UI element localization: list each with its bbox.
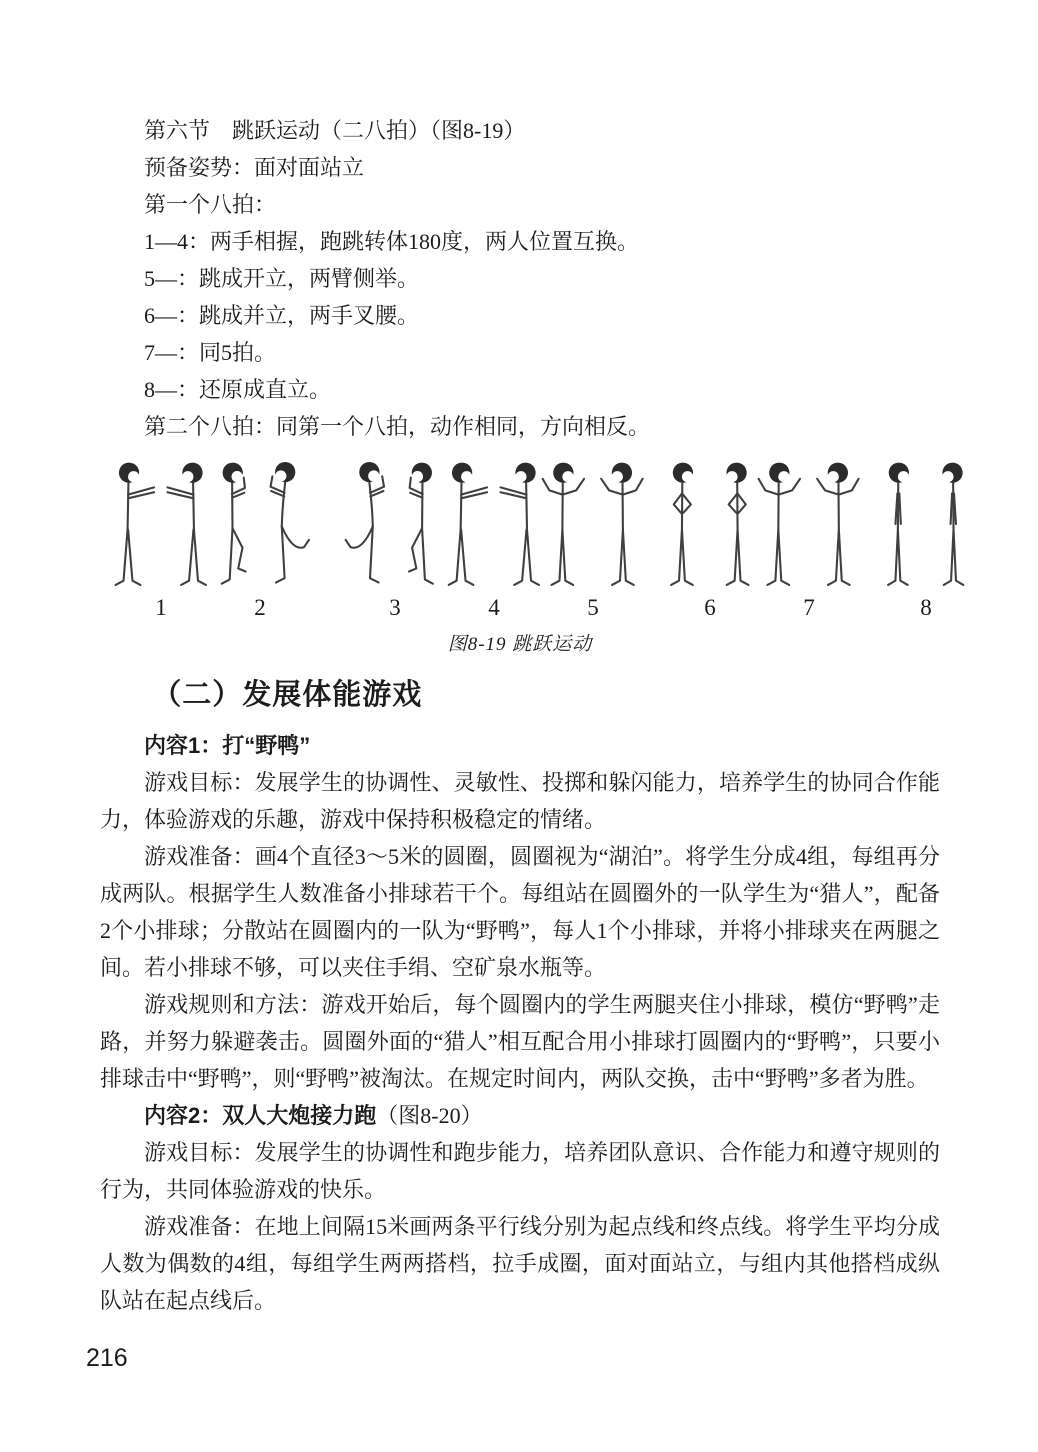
count-7-line: 7—：同5拍。 [144, 340, 277, 365]
section-heading: （二）发展体能游戏 [152, 679, 423, 711]
figure-number-1: 1 [155, 595, 167, 620]
figure-8-19 [100, 455, 940, 659]
figure-caption: 图8-19 跳跃运动 [447, 634, 593, 655]
count-8-line: 8—：还原成直立。 [144, 377, 332, 402]
figure-numbers-row [100, 593, 940, 627]
figure-number-3: 3 [389, 595, 401, 620]
figure-pair-4 [449, 463, 539, 585]
figure-pair-6 [671, 463, 748, 585]
count-1-4-line: 1—4：两手相握，跑跳转体180度，两人位置互换。 [144, 229, 640, 254]
figure-number-2: 2 [254, 595, 266, 620]
count-6-line: 6—：跳成并立，两手叉腰。 [144, 303, 420, 328]
figure-pair-5 [543, 463, 643, 585]
figure-pair-2 [222, 462, 309, 584]
figure-number-8: 8 [920, 595, 932, 620]
content2-heading [100, 1097, 940, 1134]
content1-rules-paragraph: 游戏规则和方法：游戏开始后，每个圆圈内的学生两腿夹住小排球，模仿“野鸭”走路，并努力躲避袭击。圆圈外面的“猎人”相互配合用小排球打圆圈内的“野鸭”，只要小排球击中“野鸭”，则“野鸭”被淘汰。在规定时间内，两队交换，击中“野鸭”多者为胜。 [100, 992, 940, 1091]
first-eight-count-line: 第一个八拍： [144, 192, 277, 217]
figure-number-6: 6 [704, 595, 716, 620]
page-number: 216 [86, 1344, 128, 1372]
figure-pair-1 [116, 463, 206, 585]
figure-pair-8 [888, 463, 963, 585]
count-5-line: 5—：跳成开立，两臂侧举。 [144, 266, 420, 291]
prep-posture-line: 预备姿势：面对面站立 [144, 155, 365, 180]
jump-exercise-illustration [90, 455, 1038, 589]
second-eight-count-line: 第二个八拍：同第一个八拍，动作相同，方向相反。 [144, 414, 651, 439]
content2-heading-bold: 内容2：双人大炮接力跑 [144, 1103, 377, 1128]
page-content [100, 112, 940, 1319]
figure-pair-3 [346, 462, 433, 584]
section-title-line: 第六节 跳跃运动（二八拍）（图8-19） [144, 118, 526, 143]
figure-pair-7 [759, 463, 859, 585]
content1-heading: 内容1：打“野鸭” [144, 733, 311, 758]
figure-number-5: 5 [587, 595, 599, 620]
content2-prep-paragraph: 游戏准备：在地上间隔15米画两条平行线分别为起点线和终点线。将学生平均分成人数为偶数的4组，每组学生两两搭档，拉手成圈，面对面站立，与组内其他搭档成纵队站在起点线后。 [100, 1214, 940, 1313]
figure-number-7: 7 [803, 595, 815, 620]
content1-prep-paragraph: 游戏准备：画4个直径3～5米的圆圈，圆圈视为“湖泊”。将学生分成4组，每组再分成两队。根据学生人数准备小排球若干个。每组站在圆圈外的一队学生为“猎人”，配备2个小排球；分散站在圆圈内的一队为“野鸭”，每人1个小排球，并将小排球夹在两腿之间。若小排球不够，可以夹住手绢、空矿泉水瓶等。 [100, 844, 940, 980]
content2-goal-paragraph: 游戏目标：发展学生的协调性和跑步能力，培养团队意识、合作能力和遵守规则的行为，共同体验游戏的快乐。 [100, 1140, 940, 1202]
figure-number-4: 4 [488, 595, 500, 620]
content1-goal-paragraph: 游戏目标：发展学生的协调性、灵敏性、投掷和躲闪能力，培养学生的协同合作能力，体验游戏的乐趣，游戏中保持积极稳定的情绪。 [100, 770, 940, 832]
content2-heading-figure-ref: （图8-20） [376, 1103, 483, 1128]
